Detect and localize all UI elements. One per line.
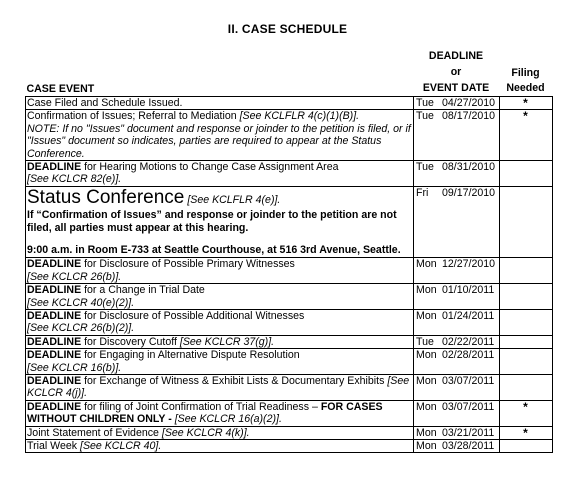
table-row [26, 309, 553, 335]
day-of-week: Tue [416, 110, 434, 123]
event-citation: [See KCLCR 16(b)]. [27, 361, 122, 374]
day-of-week: Fri [416, 186, 429, 199]
event-citation: [See KCLFLR 4(c)(1)(B)]. [239, 110, 360, 123]
event-citation: [See KCLCR 40]. [80, 440, 162, 453]
day-of-week: Mon [416, 375, 437, 387]
event-citation: [See KCLFLR 4(e)]. [187, 193, 281, 206]
filing-needed-cell: * [500, 426, 553, 439]
section-title: II. CASE SCHEDULE [227, 22, 348, 36]
header-deadline [414, 48, 500, 97]
table-row [26, 161, 553, 187]
event-cell [26, 258, 414, 284]
event-text: for Engaging in Alternative Dispute Resolution [81, 349, 300, 362]
table-row [26, 375, 553, 401]
date-cell [414, 400, 500, 426]
status-conference-note: If “Confirmation of Issues” and response or joinder to the petition are not filed, all parties must appear at this hearing. [27, 208, 397, 235]
header-deadline-line3: EVENT DATE [422, 82, 490, 94]
cases-without-children-note: FOR CASES WITHOUT CHILDREN ONLY - [27, 400, 383, 426]
event-date: 03/07/2011 [442, 375, 495, 387]
filing-needed-cell [500, 258, 553, 284]
event-date: 02/22/2011 [442, 335, 495, 348]
event-text: Joint Statement of Evidence [27, 426, 159, 439]
header-deadline-line2: or [450, 66, 462, 78]
filing-needed-cell: * [500, 110, 553, 161]
filing-needed-cell: * [500, 400, 553, 426]
event-cell [26, 309, 414, 335]
event-date: 02/28/2011 [442, 349, 495, 362]
event-citation: [See KCLCR 26(b)]. [27, 270, 122, 283]
event-cell [26, 284, 414, 310]
day-of-week: Tue [416, 161, 434, 174]
event-date: 08/31/2010 [442, 161, 496, 174]
deadline-label: DEADLINE [27, 161, 82, 174]
event-text: for a Change in Trial Date [81, 284, 205, 297]
date-cell [414, 349, 500, 375]
event-date: 03/07/2011 [442, 400, 495, 413]
filing-needed-cell [500, 309, 553, 335]
event-cell [26, 375, 414, 401]
date-cell [414, 186, 500, 258]
event-citation: [See KCLCR 82(e)]. [27, 173, 122, 186]
filing-needed-cell [500, 161, 553, 187]
filing-needed-cell [500, 186, 553, 258]
header-filing-needed [500, 48, 553, 97]
event-text: for Exchange of Witness & Exhibit Lists & Documentary Exhibits [81, 375, 385, 387]
deadline-label: DEADLINE [27, 349, 82, 362]
event-cell [26, 440, 414, 453]
event-date: 03/21/2011 [442, 426, 495, 439]
event-text: Trial Week [27, 440, 78, 453]
day-of-week: Tue [416, 97, 434, 109]
event-text: for Disclosure of Possible Primary Witnesses [81, 258, 295, 271]
date-cell [414, 440, 500, 453]
day-of-week: Mon [416, 349, 437, 362]
table-header-row [26, 48, 553, 97]
deadline-label: DEADLINE [27, 258, 82, 271]
event-citation: [See KCLCR 4(j)]. [27, 375, 410, 400]
day-of-week: Mon [416, 258, 437, 271]
filing-needed-cell [500, 440, 553, 453]
table-row [26, 349, 553, 375]
table-row [26, 258, 553, 284]
event-citation: [See KCLCR 37(g)]. [179, 335, 275, 348]
table-row [26, 440, 553, 453]
event-text: for Hearing Motions to Change Case Assignment Area [81, 161, 339, 174]
event-cell [26, 97, 414, 110]
table-row [26, 400, 553, 426]
day-of-week: Mon [416, 400, 437, 413]
header-deadline-line1: DEADLINE [428, 50, 484, 62]
table-row [26, 110, 553, 161]
event-cell [26, 335, 414, 348]
event-citation: [See KCLCR 16(a)(2)]. [174, 413, 282, 426]
date-cell [414, 309, 500, 335]
event-citation: [See KCLCR 4(k)]. [161, 426, 250, 439]
table-row [26, 97, 553, 110]
event-date: 01/24/2011 [442, 309, 495, 322]
date-cell [414, 375, 500, 401]
event-date: 09/17/2010 [442, 186, 496, 199]
table-row [26, 284, 553, 310]
header-filing-line2: Needed [506, 82, 545, 94]
deadline-label: DEADLINE [27, 375, 82, 387]
event-citation: [See KCLCR 26(b)(2)]. [27, 322, 135, 335]
event-note: NOTE: If no "Issues" document and response or joinder to the petition is filed, or if "Issues" document so indicates, parties are required to appear at the Status Conference. [27, 122, 411, 160]
event-date: 03/28/2011 [442, 440, 495, 453]
event-text: for Disclosure of Possible Additional Witnesses [81, 309, 305, 322]
date-cell [414, 161, 500, 187]
event-text: Confirmation of Issues; Referral to Mediation [27, 110, 237, 123]
event-date: 01/10/2011 [442, 284, 495, 297]
filing-needed-cell: * [500, 97, 553, 110]
day-of-week: Mon [416, 426, 437, 439]
header-case-event: CASE EVENT [26, 82, 95, 95]
table-row [26, 335, 553, 348]
event-text: Case Filed and Schedule Issued. [27, 97, 183, 109]
day-of-week: Mon [416, 440, 437, 453]
case-schedule-table [25, 48, 553, 453]
filing-needed-cell [500, 335, 553, 348]
event-cell [26, 110, 414, 161]
filing-needed-cell [500, 284, 553, 310]
event-text: for Discovery Cutoff [81, 335, 177, 348]
event-cell [26, 186, 414, 258]
status-conference-heading: Status Conference [27, 186, 185, 208]
event-cell [26, 161, 414, 187]
spacer [27, 236, 411, 244]
day-of-week: Mon [416, 284, 437, 297]
event-text: for filing of Joint Confirmation of Trial Readiness – [81, 400, 321, 413]
table-row [26, 426, 553, 439]
day-of-week: Tue [416, 335, 434, 348]
status-conference-location: 9:00 a.m. in Room E-733 at Seattle Courthouse, at 516 3rd Avenue, Seattle. [27, 243, 401, 256]
event-date: 08/17/2010 [442, 110, 496, 123]
filing-needed-cell [500, 349, 553, 375]
filing-needed-cell [500, 375, 553, 401]
table-row [26, 186, 553, 258]
event-date: 12/27/2010 [442, 258, 496, 271]
date-cell [414, 284, 500, 310]
event-citation: [See KCLCR 40(e)(2)]. [27, 296, 135, 309]
date-cell [414, 97, 500, 110]
deadline-label: DEADLINE [27, 309, 82, 322]
deadline-label: DEADLINE [27, 284, 82, 297]
date-cell [414, 258, 500, 284]
event-date: 04/27/2010 [442, 97, 496, 109]
deadline-label: DEADLINE [27, 400, 82, 413]
event-cell [26, 349, 414, 375]
date-cell [414, 335, 500, 348]
event-cell [26, 400, 414, 426]
header-filing-line1: Filing [511, 67, 540, 79]
date-cell [414, 426, 500, 439]
date-cell [414, 110, 500, 161]
day-of-week: Mon [416, 309, 437, 322]
deadline-label: DEADLINE [27, 335, 82, 348]
event-cell [26, 426, 414, 439]
